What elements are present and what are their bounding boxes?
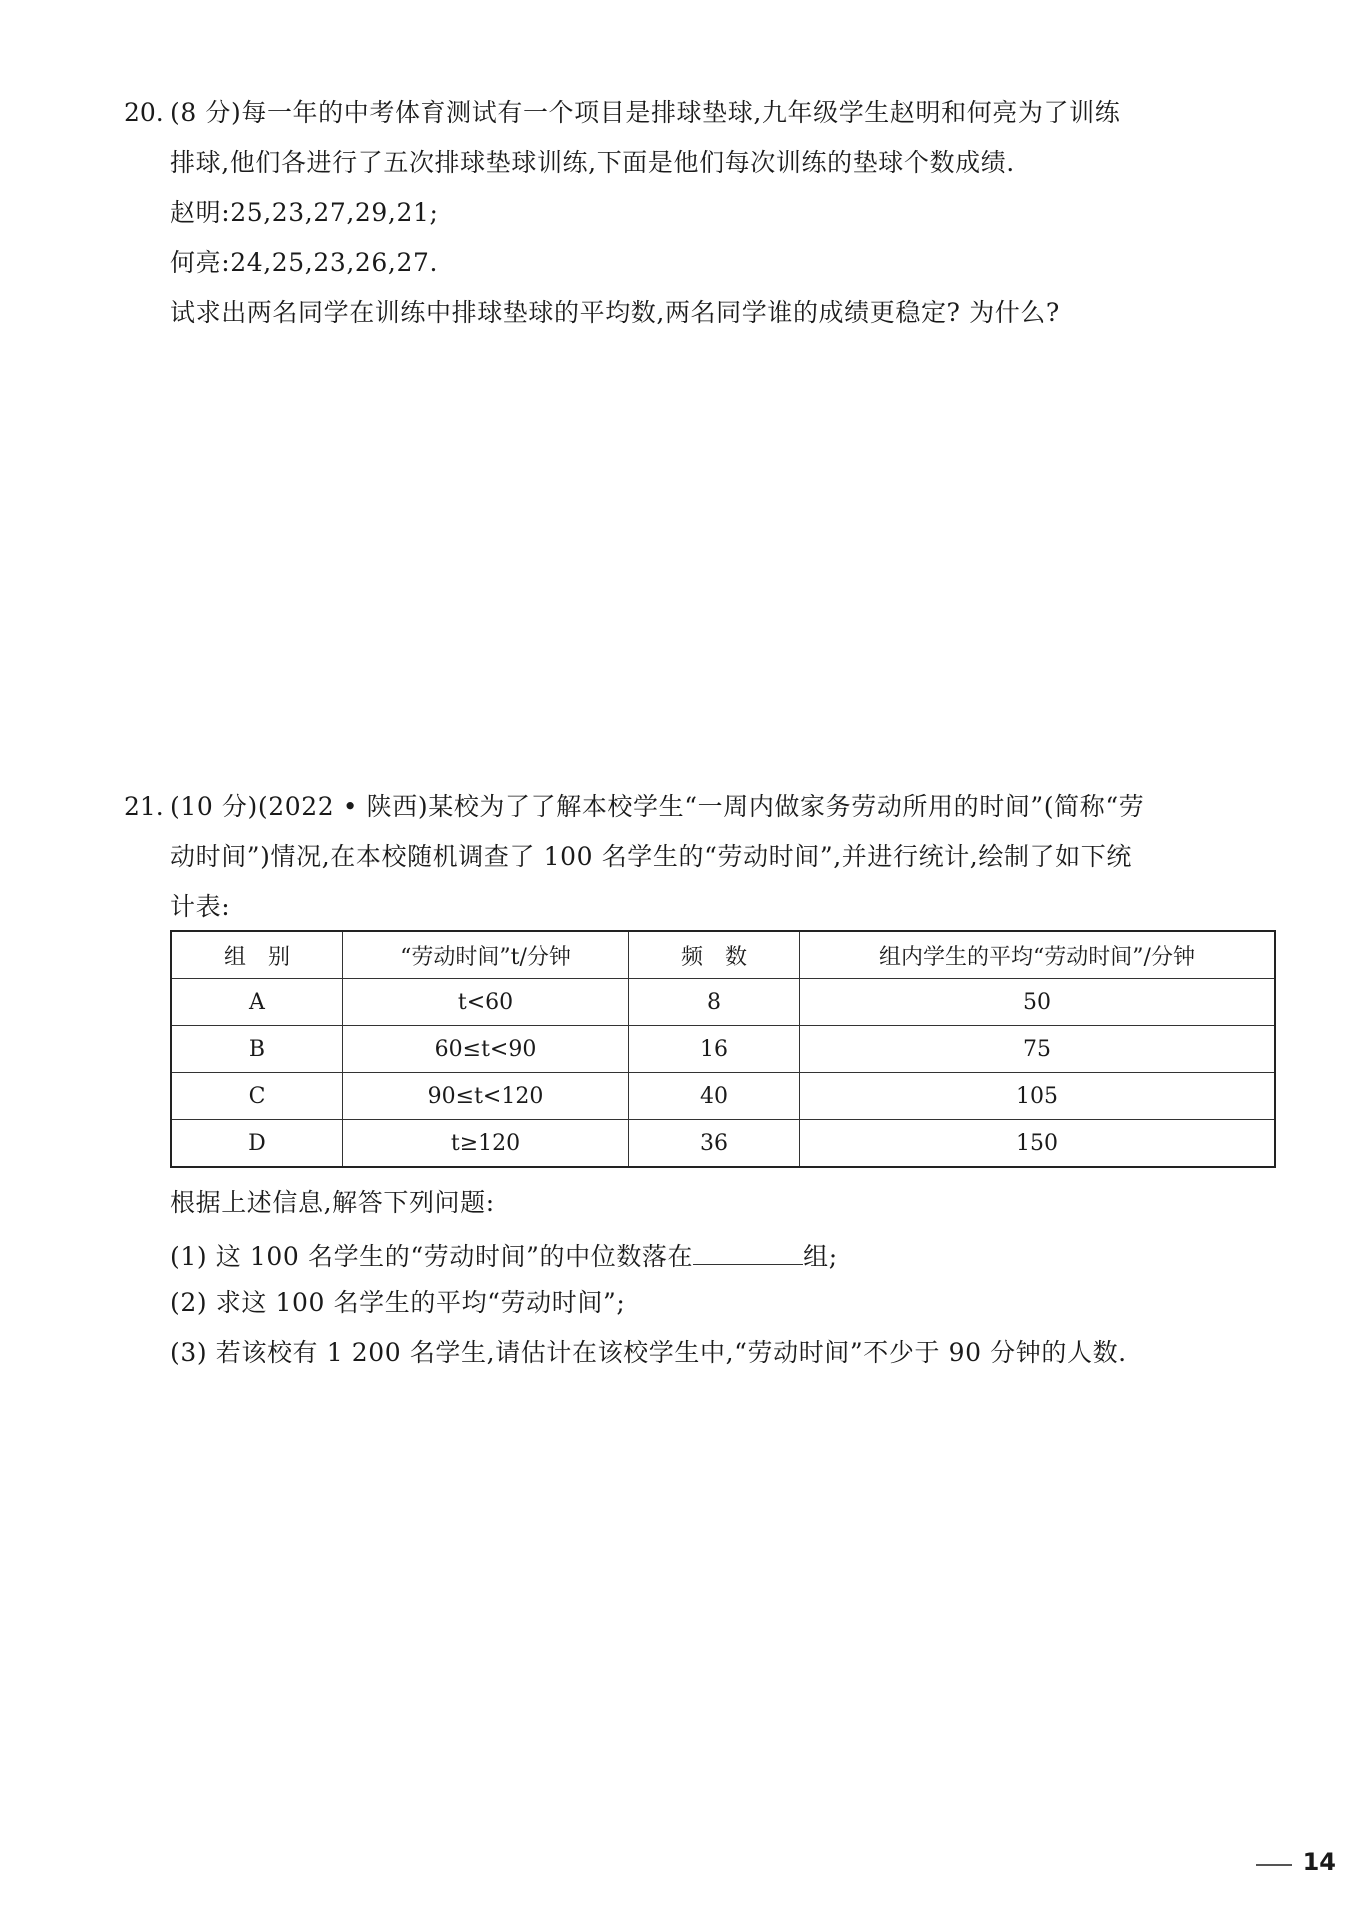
table-cell: C (171, 1073, 343, 1120)
question-20-line-4: 何亮:24,25,23,26,27. (170, 248, 439, 277)
answer-blank[interactable] (693, 1236, 803, 1265)
table-cell: B (171, 1026, 343, 1073)
table-cell: 75 (800, 1026, 1276, 1073)
table-cell: 50 (800, 979, 1276, 1026)
table-cell: 105 (800, 1073, 1276, 1120)
question-20-line-2: 排球,他们各进行了五次排球垫球训练,下面是他们每次训练的垫球个数成绩. (170, 148, 1015, 177)
table-header-row (171, 931, 1275, 979)
labor-time-table (170, 930, 1276, 1168)
table-row (171, 1026, 1275, 1073)
question-21-sub-2: (2) 求这 100 名学生的平均“劳动时间”; (170, 1288, 626, 1317)
table-cell: 8 (629, 979, 800, 1026)
table-header-average: 组内学生的平均“劳动时间”/分钟 (800, 931, 1276, 979)
question-20-number: 20. (124, 98, 164, 127)
page-number: 14 (1302, 1848, 1336, 1876)
question-21-intro: 根据上述信息,解答下列问题: (170, 1188, 495, 1217)
table-cell: 36 (629, 1120, 800, 1168)
table-cell: 40 (629, 1073, 800, 1120)
table-cell: t≥120 (343, 1120, 629, 1168)
table-cell: 16 (629, 1026, 800, 1073)
question-21-sub-1 (170, 1236, 838, 1274)
table-row (171, 979, 1275, 1026)
table-row (171, 1120, 1275, 1168)
question-21-line-1: (10 分)(2022 • 陕西)某校为了了解本校学生“一周内做家务劳动所用的时间”(简称“劳 (170, 792, 1145, 821)
table-cell: 90≤t<120 (343, 1073, 629, 1120)
table-cell: A (171, 979, 343, 1026)
table-cell: 60≤t<90 (343, 1026, 629, 1073)
question-21-line-2: 动时间”)情况,在本校随机调查了 100 名学生的“劳动时间”,并进行统计,绘制了如下统 (170, 842, 1132, 871)
table-cell: t<60 (343, 979, 629, 1026)
page-number-dash (1256, 1864, 1292, 1866)
sub-1-text-before: (1) 这 100 名学生的“劳动时间”的中位数落在 (170, 1242, 694, 1271)
question-21-number: 21. (124, 792, 164, 821)
question-20-line-5: 试求出两名同学在训练中排球垫球的平均数,两名同学谁的成绩更稳定? 为什么? (170, 298, 1060, 327)
question-21-line-3: 计表: (170, 892, 231, 921)
table-header-group: 组 别 (171, 931, 343, 979)
sub-1-text-after: 组; (803, 1242, 838, 1271)
table-header-time: “劳动时间”t/分钟 (343, 931, 629, 979)
question-20-line-1: (8 分)每一年的中考体育测试有一个项目是排球垫球,九年级学生赵明和何亮为了训练 (170, 98, 1121, 127)
table-row (171, 1073, 1275, 1120)
table-cell: 150 (800, 1120, 1276, 1168)
table-header-frequency: 频 数 (629, 931, 800, 979)
question-20-line-3: 赵明:25,23,27,29,21; (170, 198, 439, 227)
table-cell: D (171, 1120, 343, 1168)
question-21-sub-3: (3) 若该校有 1 200 名学生,请估计在该校学生中,“劳动时间”不少于 90 分钟的人数. (170, 1338, 1127, 1367)
